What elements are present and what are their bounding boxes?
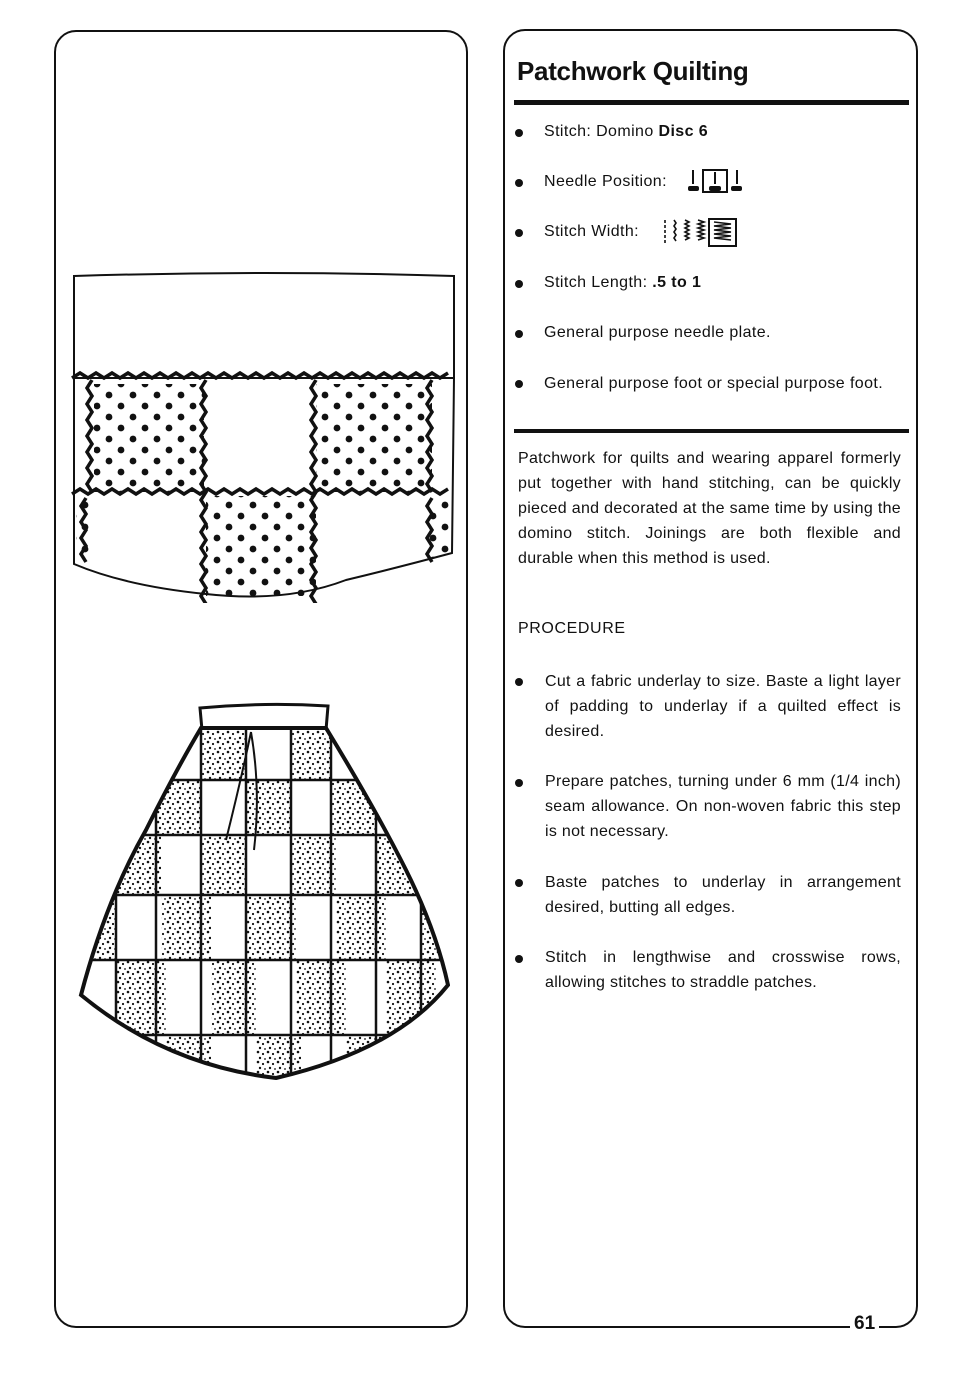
stitch-width-label: Stitch Width: <box>544 223 640 240</box>
stitch-width-spec <box>544 220 639 244</box>
bullet-icon <box>515 380 523 388</box>
stitch-label: Stitch: Domino <box>544 123 659 140</box>
stitch-length-spec <box>544 271 701 295</box>
dotted-patch <box>206 496 316 596</box>
needle-plate-spec: General purpose needle plate. <box>544 324 771 341</box>
bullet-icon <box>515 229 523 237</box>
stitch-length-label: Stitch Length: <box>544 274 653 291</box>
title-divider <box>514 100 909 105</box>
needle-position-icon <box>687 166 743 194</box>
quilt-panel-illustration <box>66 268 458 603</box>
bullet-icon <box>515 779 523 787</box>
foot-spec: General purpose foot or special purpose foot. <box>544 375 884 392</box>
stitch-value: Disc 6 <box>658 123 709 140</box>
procedure-step: Stitch in lengthwise and crosswise rows, allowing stitches to straddle patches. <box>545 949 901 991</box>
bullet-icon <box>515 179 523 187</box>
dotted-patch <box>94 384 204 492</box>
bullet-icon <box>515 129 523 137</box>
section-divider <box>514 429 909 433</box>
bullet-icon <box>515 678 523 686</box>
page-number: 61 <box>850 1313 879 1335</box>
illustration-panel <box>54 30 468 1328</box>
dotted-patch <box>316 384 432 492</box>
procedure-step: Cut a fabric underlay to size. Baste a light layer of padding to underlay if a quilted effect is desired. <box>545 673 901 740</box>
stitch-width-icon <box>662 216 742 248</box>
procedure-heading: PROCEDURE <box>518 620 626 637</box>
page-title: Patchwork Quilting <box>517 56 749 86</box>
stitch-spec <box>544 120 708 144</box>
stitch-length-value: .5 to 1 <box>652 274 702 291</box>
bullet-icon <box>515 955 523 963</box>
bullet-icon <box>515 330 523 338</box>
patchwork-skirt-illustration <box>76 700 450 1080</box>
needle-position-spec <box>544 170 667 194</box>
bullet-icon <box>515 879 523 887</box>
needle-position-label: Needle Position: <box>544 173 667 190</box>
intro-paragraph: Patchwork for quilts and wearing apparel formerly put together with hand stitching, can be quickly pieced and decorated at the same time by using the domino stitch. Joinings are both flexible and durable when this method is used. <box>518 450 901 567</box>
procedure-step: Prepare patches, turning under 6 mm (1/4 inch) seam allowance. On non-woven fabric this step is not necessary. <box>545 773 901 840</box>
procedure-step: Baste patches to underlay in arrangement desired, butting all edges. <box>545 874 901 916</box>
bullet-icon <box>515 280 523 288</box>
